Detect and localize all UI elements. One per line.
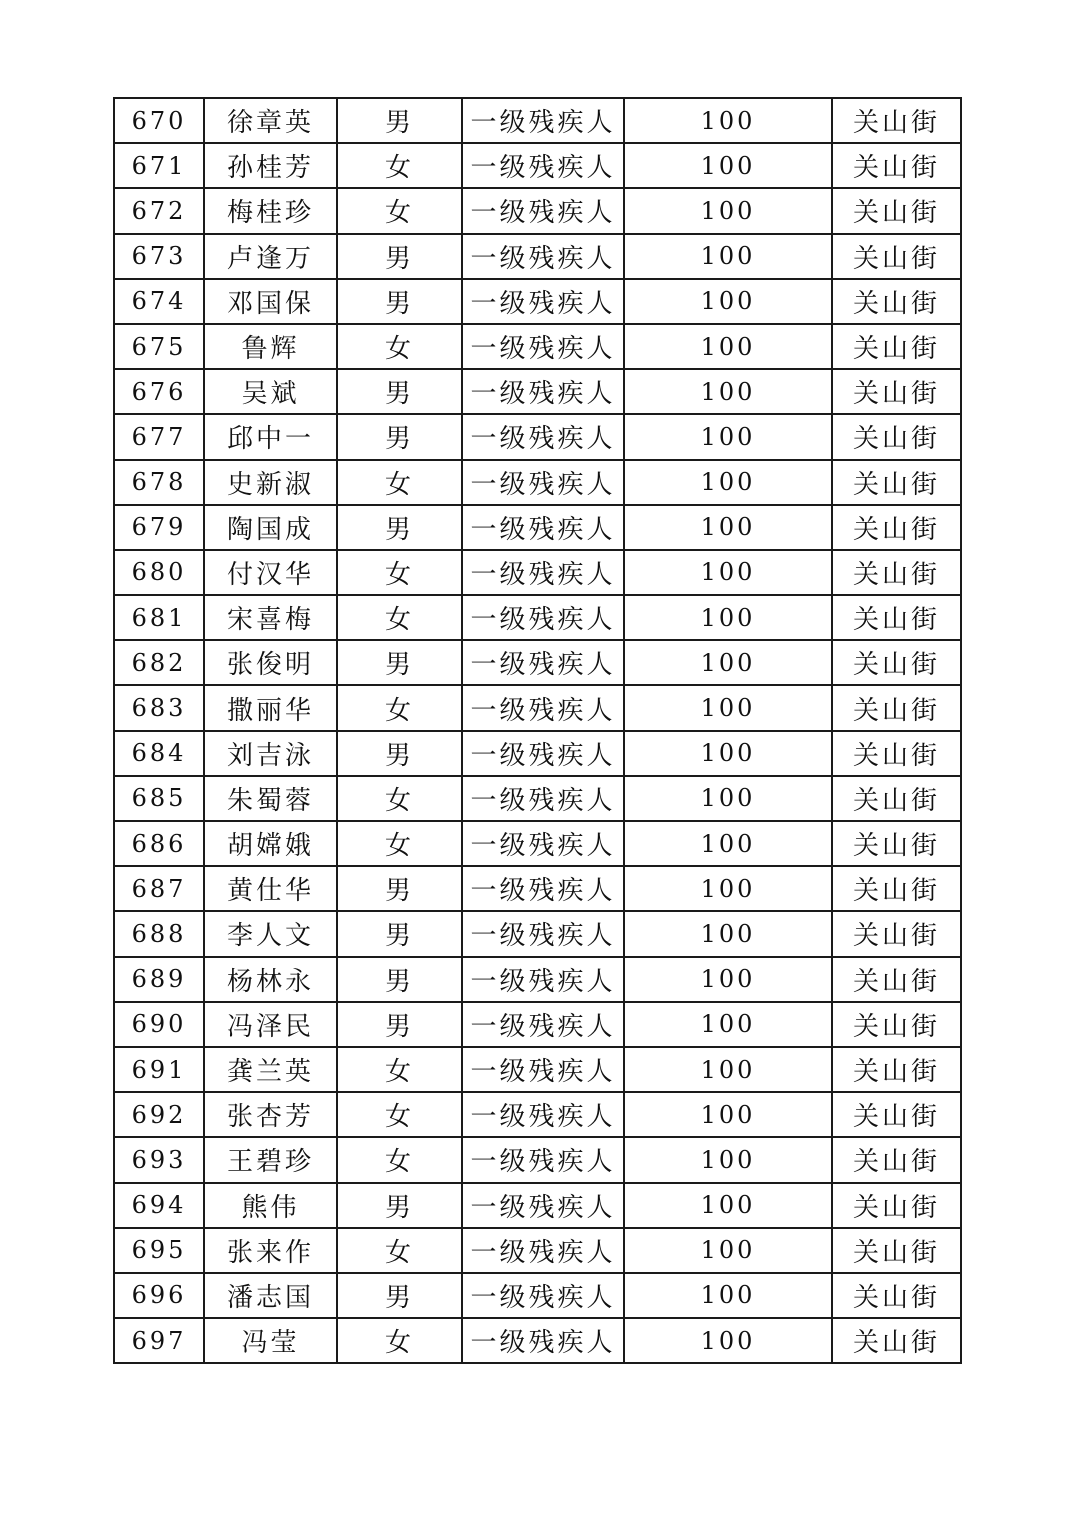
gender-cell: 男 xyxy=(337,866,462,911)
disability-level-cell: 一级残疾人 xyxy=(462,821,624,866)
name-cell: 梅桂珍 xyxy=(204,188,337,233)
street-cell: 关山街 xyxy=(832,1318,961,1363)
serial-number-cell: 671 xyxy=(114,143,204,188)
gender-cell: 男 xyxy=(337,234,462,279)
gender-cell: 男 xyxy=(337,98,462,143)
disability-level-cell: 一级残疾人 xyxy=(462,866,624,911)
name-cell: 李人文 xyxy=(204,911,337,956)
serial-number-cell: 679 xyxy=(114,505,204,550)
table-row xyxy=(114,1228,961,1273)
table-row xyxy=(114,640,961,685)
amount-cell: 100 xyxy=(624,1092,832,1137)
amount-cell: 100 xyxy=(624,866,832,911)
disability-level-cell: 一级残疾人 xyxy=(462,731,624,776)
name-cell: 邱中一 xyxy=(204,414,337,459)
table-row xyxy=(114,685,961,730)
table-row xyxy=(114,595,961,640)
table-row xyxy=(114,234,961,279)
name-cell: 张俊明 xyxy=(204,640,337,685)
gender-cell: 男 xyxy=(337,1273,462,1318)
name-cell: 史新淑 xyxy=(204,460,337,505)
name-cell: 宋喜梅 xyxy=(204,595,337,640)
table-row xyxy=(114,143,961,188)
street-cell: 关山街 xyxy=(832,505,961,550)
amount-cell: 100 xyxy=(624,324,832,369)
gender-cell: 男 xyxy=(337,369,462,414)
street-cell: 关山街 xyxy=(832,1183,961,1228)
amount-cell: 100 xyxy=(624,279,832,324)
amount-cell: 100 xyxy=(624,460,832,505)
disability-level-cell: 一级残疾人 xyxy=(462,1092,624,1137)
disability-level-cell: 一级残疾人 xyxy=(462,640,624,685)
table-row xyxy=(114,1183,961,1228)
street-cell: 关山街 xyxy=(832,640,961,685)
table-row xyxy=(114,98,961,143)
street-cell: 关山街 xyxy=(832,1092,961,1137)
table-row xyxy=(114,324,961,369)
amount-cell: 100 xyxy=(624,957,832,1002)
roster-table xyxy=(113,97,962,1364)
disability-level-cell: 一级残疾人 xyxy=(462,414,624,459)
table-row xyxy=(114,911,961,956)
street-cell: 关山街 xyxy=(832,866,961,911)
name-cell: 冯莹 xyxy=(204,1318,337,1363)
disability-level-cell: 一级残疾人 xyxy=(462,1183,624,1228)
disability-level-cell: 一级残疾人 xyxy=(462,1273,624,1318)
amount-cell: 100 xyxy=(624,234,832,279)
gender-cell: 男 xyxy=(337,1183,462,1228)
street-cell: 关山街 xyxy=(832,911,961,956)
gender-cell: 女 xyxy=(337,460,462,505)
disability-level-cell: 一级残疾人 xyxy=(462,369,624,414)
street-cell: 关山街 xyxy=(832,685,961,730)
serial-number-cell: 680 xyxy=(114,550,204,595)
name-cell: 张杏芳 xyxy=(204,1092,337,1137)
amount-cell: 100 xyxy=(624,731,832,776)
gender-cell: 男 xyxy=(337,731,462,776)
street-cell: 关山街 xyxy=(832,1228,961,1273)
serial-number-cell: 685 xyxy=(114,776,204,821)
name-cell: 潘志国 xyxy=(204,1273,337,1318)
serial-number-cell: 688 xyxy=(114,911,204,956)
name-cell: 龚兰英 xyxy=(204,1047,337,1092)
disability-level-cell: 一级残疾人 xyxy=(462,234,624,279)
name-cell: 鲁辉 xyxy=(204,324,337,369)
street-cell: 关山街 xyxy=(832,414,961,459)
serial-number-cell: 684 xyxy=(114,731,204,776)
table-row xyxy=(114,776,961,821)
name-cell: 胡嫦娥 xyxy=(204,821,337,866)
gender-cell: 男 xyxy=(337,640,462,685)
amount-cell: 100 xyxy=(624,911,832,956)
table-row xyxy=(114,1047,961,1092)
disability-level-cell: 一级残疾人 xyxy=(462,550,624,595)
serial-number-cell: 696 xyxy=(114,1273,204,1318)
name-cell: 熊伟 xyxy=(204,1183,337,1228)
amount-cell: 100 xyxy=(624,1047,832,1092)
disability-level-cell: 一级残疾人 xyxy=(462,911,624,956)
serial-number-cell: 672 xyxy=(114,188,204,233)
name-cell: 朱蜀蓉 xyxy=(204,776,337,821)
serial-number-cell: 694 xyxy=(114,1183,204,1228)
name-cell: 黄仕华 xyxy=(204,866,337,911)
name-cell: 王碧珍 xyxy=(204,1137,337,1182)
serial-number-cell: 675 xyxy=(114,324,204,369)
street-cell: 关山街 xyxy=(832,460,961,505)
street-cell: 关山街 xyxy=(832,234,961,279)
table-row xyxy=(114,866,961,911)
disability-level-cell: 一级残疾人 xyxy=(462,188,624,233)
street-cell: 关山街 xyxy=(832,1047,961,1092)
table-row xyxy=(114,460,961,505)
amount-cell: 100 xyxy=(624,1183,832,1228)
name-cell: 孙桂芳 xyxy=(204,143,337,188)
table-row xyxy=(114,414,961,459)
gender-cell: 女 xyxy=(337,1228,462,1273)
gender-cell: 男 xyxy=(337,414,462,459)
amount-cell: 100 xyxy=(624,143,832,188)
table-row xyxy=(114,1318,961,1363)
gender-cell: 女 xyxy=(337,143,462,188)
serial-number-cell: 691 xyxy=(114,1047,204,1092)
disability-level-cell: 一级残疾人 xyxy=(462,595,624,640)
serial-number-cell: 683 xyxy=(114,685,204,730)
disability-level-cell: 一级残疾人 xyxy=(462,776,624,821)
table-row xyxy=(114,550,961,595)
street-cell: 关山街 xyxy=(832,324,961,369)
street-cell: 关山街 xyxy=(832,369,961,414)
street-cell: 关山街 xyxy=(832,776,961,821)
table-row xyxy=(114,505,961,550)
disability-level-cell: 一级残疾人 xyxy=(462,279,624,324)
gender-cell: 男 xyxy=(337,911,462,956)
amount-cell: 100 xyxy=(624,1273,832,1318)
serial-number-cell: 677 xyxy=(114,414,204,459)
name-cell: 邓国保 xyxy=(204,279,337,324)
street-cell: 关山街 xyxy=(832,1273,961,1318)
amount-cell: 100 xyxy=(624,1318,832,1363)
name-cell: 冯泽民 xyxy=(204,1002,337,1047)
serial-number-cell: 674 xyxy=(114,279,204,324)
table-row xyxy=(114,279,961,324)
gender-cell: 女 xyxy=(337,1047,462,1092)
name-cell: 张来作 xyxy=(204,1228,337,1273)
gender-cell: 男 xyxy=(337,1002,462,1047)
street-cell: 关山街 xyxy=(832,279,961,324)
name-cell: 刘吉泳 xyxy=(204,731,337,776)
gender-cell: 女 xyxy=(337,595,462,640)
amount-cell: 100 xyxy=(624,188,832,233)
gender-cell: 女 xyxy=(337,821,462,866)
disability-level-cell: 一级残疾人 xyxy=(462,1137,624,1182)
disability-level-cell: 一级残疾人 xyxy=(462,98,624,143)
serial-number-cell: 692 xyxy=(114,1092,204,1137)
serial-number-cell: 673 xyxy=(114,234,204,279)
gender-cell: 女 xyxy=(337,188,462,233)
amount-cell: 100 xyxy=(624,685,832,730)
gender-cell: 女 xyxy=(337,550,462,595)
name-cell: 付汉华 xyxy=(204,550,337,595)
table-row xyxy=(114,821,961,866)
serial-number-cell: 681 xyxy=(114,595,204,640)
serial-number-cell: 682 xyxy=(114,640,204,685)
amount-cell: 100 xyxy=(624,505,832,550)
table-row xyxy=(114,1273,961,1318)
street-cell: 关山街 xyxy=(832,1002,961,1047)
name-cell: 卢逢万 xyxy=(204,234,337,279)
amount-cell: 100 xyxy=(624,1137,832,1182)
disability-level-cell: 一级残疾人 xyxy=(462,1047,624,1092)
street-cell: 关山街 xyxy=(832,98,961,143)
disability-level-cell: 一级残疾人 xyxy=(462,1318,624,1363)
serial-number-cell: 697 xyxy=(114,1318,204,1363)
serial-number-cell: 678 xyxy=(114,460,204,505)
name-cell: 陶国成 xyxy=(204,505,337,550)
table-row xyxy=(114,1092,961,1137)
disability-level-cell: 一级残疾人 xyxy=(462,324,624,369)
serial-number-cell: 689 xyxy=(114,957,204,1002)
serial-number-cell: 695 xyxy=(114,1228,204,1273)
name-cell: 杨林永 xyxy=(204,957,337,1002)
gender-cell: 男 xyxy=(337,505,462,550)
amount-cell: 100 xyxy=(624,776,832,821)
gender-cell: 女 xyxy=(337,776,462,821)
amount-cell: 100 xyxy=(624,640,832,685)
table-row xyxy=(114,188,961,233)
serial-number-cell: 670 xyxy=(114,98,204,143)
disability-level-cell: 一级残疾人 xyxy=(462,143,624,188)
street-cell: 关山街 xyxy=(832,731,961,776)
name-cell: 撒丽华 xyxy=(204,685,337,730)
table-row xyxy=(114,957,961,1002)
disability-level-cell: 一级残疾人 xyxy=(462,1228,624,1273)
gender-cell: 女 xyxy=(337,1092,462,1137)
disability-level-cell: 一级残疾人 xyxy=(462,460,624,505)
street-cell: 关山街 xyxy=(832,1137,961,1182)
serial-number-cell: 686 xyxy=(114,821,204,866)
amount-cell: 100 xyxy=(624,369,832,414)
disability-level-cell: 一级残疾人 xyxy=(462,1002,624,1047)
gender-cell: 男 xyxy=(337,279,462,324)
serial-number-cell: 687 xyxy=(114,866,204,911)
serial-number-cell: 676 xyxy=(114,369,204,414)
serial-number-cell: 690 xyxy=(114,1002,204,1047)
gender-cell: 女 xyxy=(337,324,462,369)
street-cell: 关山街 xyxy=(832,143,961,188)
name-cell: 吴斌 xyxy=(204,369,337,414)
street-cell: 关山街 xyxy=(832,595,961,640)
name-cell: 徐章英 xyxy=(204,98,337,143)
roster-table-body xyxy=(114,98,961,1363)
amount-cell: 100 xyxy=(624,821,832,866)
gender-cell: 女 xyxy=(337,1137,462,1182)
street-cell: 关山街 xyxy=(832,821,961,866)
gender-cell: 男 xyxy=(337,957,462,1002)
serial-number-cell: 693 xyxy=(114,1137,204,1182)
amount-cell: 100 xyxy=(624,98,832,143)
street-cell: 关山街 xyxy=(832,188,961,233)
table-row xyxy=(114,1137,961,1182)
disability-level-cell: 一级残疾人 xyxy=(462,505,624,550)
amount-cell: 100 xyxy=(624,595,832,640)
table-row xyxy=(114,369,961,414)
amount-cell: 100 xyxy=(624,550,832,595)
amount-cell: 100 xyxy=(624,414,832,459)
amount-cell: 100 xyxy=(624,1228,832,1273)
gender-cell: 女 xyxy=(337,1318,462,1363)
street-cell: 关山街 xyxy=(832,957,961,1002)
street-cell: 关山街 xyxy=(832,550,961,595)
gender-cell: 女 xyxy=(337,685,462,730)
amount-cell: 100 xyxy=(624,1002,832,1047)
table-row xyxy=(114,731,961,776)
disability-level-cell: 一级残疾人 xyxy=(462,685,624,730)
table-row xyxy=(114,1002,961,1047)
disability-level-cell: 一级残疾人 xyxy=(462,957,624,1002)
